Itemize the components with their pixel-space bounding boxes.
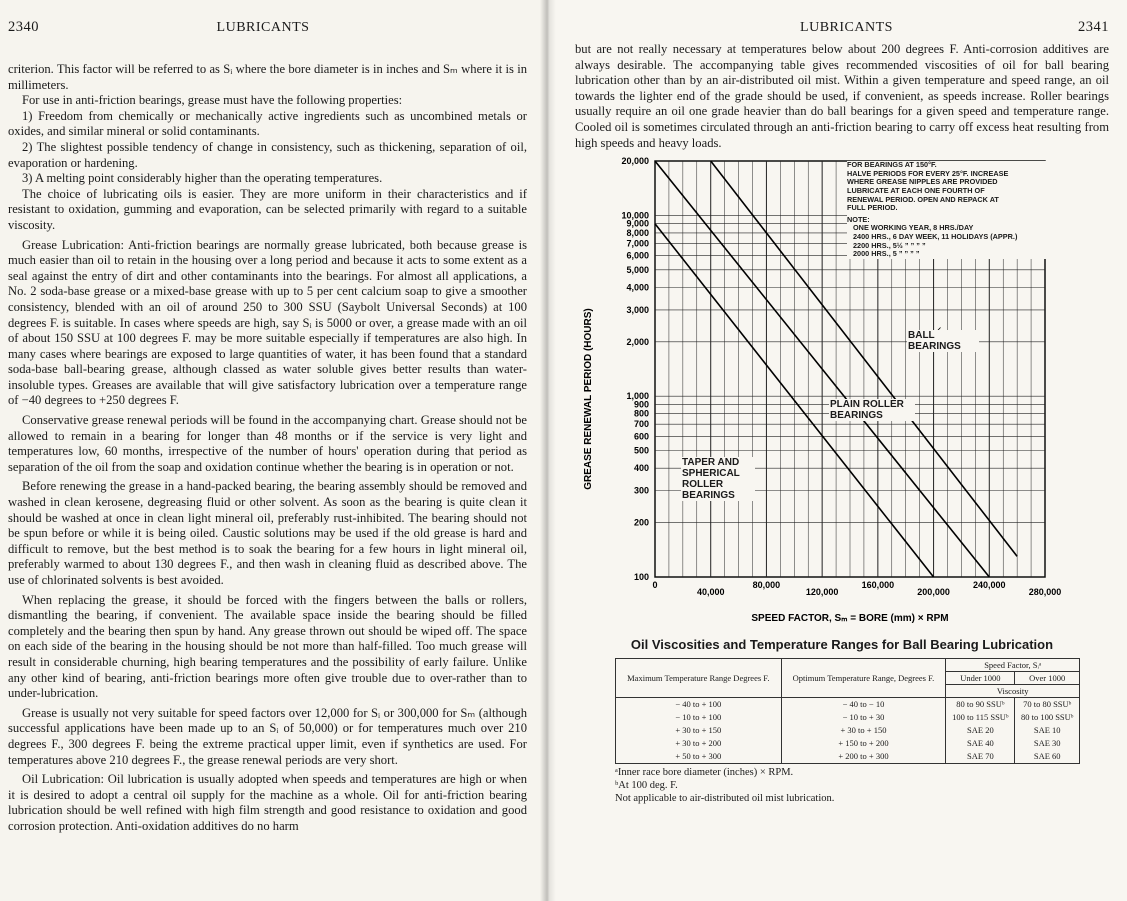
- right-body-text: [575, 42, 1109, 151]
- x-tick-label: 200,000: [917, 587, 950, 598]
- book-gutter: [540, 0, 556, 901]
- y-tick-label: 400: [633, 463, 649, 474]
- y-tick-label: 6,000: [626, 250, 649, 261]
- x-tick-label: 80,000: [752, 580, 781, 591]
- note-line: ONE WORKING YEAR, 8 HRS./DAY: [853, 223, 974, 233]
- footnote: Not applicable to air-distributed oil mist lubrication.: [615, 793, 835, 805]
- table-cell: SAE 20: [946, 724, 1015, 737]
- table-cell: + 50 to + 300: [616, 750, 782, 764]
- col-header-over: Over 1000: [1015, 672, 1080, 685]
- col-header-max-temp: Maximum Temperature Range Degrees F.: [616, 659, 782, 698]
- table-cell: 70 to 80 SSUᵇ: [1015, 698, 1080, 712]
- x-tick-label: 0: [652, 580, 658, 591]
- y-tick-label: 200: [633, 517, 649, 528]
- table-row: [616, 750, 1080, 764]
- table-cell: − 10 to + 100: [616, 711, 782, 724]
- y-tick-label: 800: [633, 408, 649, 419]
- y-tick-label: 1,000: [626, 391, 649, 402]
- paragraph: Oil Lubrication: Oil lubrication is usually adopted when speeds and temperatures are high or when it is desired to adopt a central oil supply for the machine as a whole. Oil for anti-friction bearing lubrication should be well refined with high film strength and good resistance to oxidation and good corrosion protection. Anti-oxidation additives do no harm: [8, 772, 527, 833]
- viscosity-table: [615, 658, 1080, 764]
- y-tick-label: 10,000: [621, 210, 649, 221]
- y-tick-label: 7,000: [626, 238, 649, 249]
- table-cell: + 30 to + 150: [616, 724, 782, 737]
- y-tick-label: 4,000: [626, 282, 649, 293]
- paragraph: 1) Freedom from chemically or mechanically active ingredients such as uncombined metals or oxides, and similar mineral or solid contaminants.: [8, 108, 527, 139]
- y-tick-label: 5,000: [626, 265, 649, 276]
- y-tick-label: 20,000: [621, 156, 649, 167]
- note-line: LUBRICATE AT EACH ONE FOURTH OF: [847, 185, 985, 195]
- paragraph: The choice of lubricating oils is easier. They are more uniform in their characteristics and if resistant to oxidation, gumming and evaporation, can be selected primarily with regard to a suitable viscosity.: [8, 186, 527, 232]
- table-cell: + 200 to + 300: [781, 750, 946, 764]
- y-tick-label: 100: [633, 572, 649, 583]
- table-cell: SAE 30: [1015, 737, 1080, 750]
- y-tick-label: 700: [633, 419, 649, 430]
- paragraph: When replacing the grease, it should be forced with the fingers between the balls or rollers, dismantling the bearing, if convenient. The available space inside the bearing should be filled completely and the bearing then spun by hand. Any grease thrown out should be wiped off. The space on each side of the bearing in the housing should be not more than half-filled. Too much grease will result in considerable churning, high bearing temperatures and the possibility of early failure. Unlike any other kind of bearing, anti-friction bearings more often give trouble due to over-rather than to under-lubrication.: [8, 592, 527, 701]
- note-line: RENEWAL PERIOD. OPEN AND REPACK AT: [847, 194, 999, 204]
- table-cell: SAE 40: [946, 737, 1015, 750]
- left-page: [0, 0, 547, 901]
- col-header-speed-factor: Speed Factor, Sᵢᵃ: [946, 659, 1080, 672]
- y-tick-label: 300: [633, 485, 649, 496]
- table-footnotes: [615, 766, 1109, 805]
- x-tick-label: 160,000: [861, 580, 895, 591]
- table-cell: + 30 to + 150: [781, 724, 946, 737]
- grease-renewal-chart: [575, 155, 1127, 635]
- table-cell: + 150 to + 200: [781, 737, 946, 750]
- footnote: ᵃInner race bore diameter (inches) × RPM.: [615, 767, 794, 779]
- y-tick-label: 9,000: [626, 218, 649, 229]
- footnote: ᵇAt 100 deg. F.: [615, 780, 678, 792]
- paragraph: For use in anti-friction bearings, grease must have the following properties:: [22, 93, 403, 108]
- table-cell: 100 to 115 SSUᵇ: [946, 711, 1015, 724]
- table-cell: 80 to 100 SSUᵇ: [1015, 711, 1080, 724]
- col-header-viscosity: Viscosity: [946, 685, 1080, 698]
- paragraph: Grease is usually not very suitable for speed factors over 12,000 for Sᵢ or 300,000 for Sₘ (although successful applications have been made up to an Sᵢ of 50,000) or for temperatures much over 210 degrees F., 300 degrees F. being the extreme practical upper limit, even if synthetics are used. For temperatures above 210 degrees F., the grease renewal periods are very short.: [8, 705, 527, 767]
- note-line: NOTE:: [847, 214, 870, 224]
- paragraph: criterion. This factor will be referred to as Sᵢ where the bore diameter is in inches and Sₘ where it is in millimeters.: [8, 62, 527, 92]
- table-cell: − 40 to − 10: [781, 698, 946, 712]
- page-number: 2340: [8, 19, 39, 35]
- x-axis-label: SPEED FACTOR, Sₘ = BORE (mm) × RPM: [751, 613, 949, 625]
- paragraph: but are not really necessary at temperatures below about 200 degrees F. Anti-corrosion additives are always desirable. The accompanying table gives recommended viscosities of oil for ball bearing lubrication other than by an air-distributed oil mist. Within a given temperature and speed range, an oil towards the lighter end of the grade should be used, if convenient, as speeds increase. Roller bearings usually require an oil one grade heavier than do ball bearings for a given speed and temperature range. Cooled oil is sometimes circulated through an anti-friction bearing to carry off excess heat resulting from high speeds and heavy loads.: [575, 42, 1109, 150]
- y-tick-label: 500: [633, 445, 649, 456]
- y-tick-label: 600: [633, 431, 649, 442]
- paragraph: Before renewing the grease in a hand-packed bearing, the bearing assembly should be removed and washed in clean kerosene, degreasing fluid or other solvent. As soon as the bearing is quite clean it should be washed at once in clean light mineral oil, preferably rust-inhibited. The bearing should not be spun before or while it is being oiled. Caustic solutions may be used if the old grease is hard and difficult to remove, but the best method is to soak the bearing for a few hours in light mineral oil, preferably warmed to about 130 degrees F., and then wash in cleaning fluid as described above. The use of chlorinated solvents is best avoided.: [8, 479, 527, 587]
- left-body-text: [8, 62, 527, 835]
- running-header-left: [8, 12, 527, 36]
- plain-roller-label: PLAIN ROLLER BEARINGS: [829, 399, 915, 421]
- table-cell: SAE 70: [946, 750, 1015, 764]
- paragraph: Conservative grease renewal periods will be found in the accompanying chart. Grease should not be allowed to remain in a bearing for longer than 48 months or if the service is very light and temperatures low, 60 months, irrespective of the number of hours' operation during that period as separation of the oil from the soap and oxidation continue whether the bearing is in operation or not.: [8, 413, 527, 474]
- table-cell: 80 to 90 SSUᵇ: [946, 698, 1015, 712]
- y-tick-label: 3,000: [626, 305, 649, 316]
- paragraph: 3) A melting point considerably higher than the operating temperatures.: [22, 171, 383, 186]
- y-tick-label: 8,000: [626, 228, 649, 239]
- note-line: FOR BEARINGS AT 150°F.: [847, 160, 937, 170]
- x-tick-label: 280,000: [1028, 587, 1062, 598]
- note-line: 2200 HRS., 5½ ” ” ” ”: [853, 240, 926, 250]
- x-tick-label: 40,000: [696, 587, 725, 598]
- running-title: LUBRICANTS: [800, 20, 893, 35]
- table-row: [616, 737, 1080, 750]
- table-title: Oil Viscosities and Temperature Ranges for Ball Bearing Lubrication: [630, 637, 1054, 653]
- chart-note: [847, 161, 1087, 259]
- y-tick-label: 900: [633, 399, 649, 410]
- col-header-under: Under 1000: [946, 672, 1015, 685]
- y-axis-label: GREASE RENEWAL PERIOD (HOURS): [583, 308, 594, 490]
- note-line: 2000 HRS., 5 ” ” ” ”: [853, 249, 920, 259]
- table-cell: − 40 to + 100: [616, 698, 782, 712]
- taper-spherical-label: TAPER AND SPHERICAL ROLLER BEARINGS: [681, 457, 755, 501]
- note-line: HALVE PERIODS FOR EVERY 25°F. INCREASE: [847, 168, 1009, 178]
- col-header-opt-temp: Optimum Temperature Range, Degrees F.: [781, 659, 946, 698]
- x-tick-label: 240,000: [973, 580, 1006, 591]
- table-cell: SAE 60: [1015, 750, 1080, 764]
- table-cell: − 10 to + 30: [781, 711, 946, 724]
- note-line: FULL PERIOD.: [847, 203, 898, 213]
- note-line: 2400 HRS., 6 DAY WEEK, 11 HOLIDAYS (APPR.): [853, 231, 1018, 241]
- paragraph: Grease Lubrication: Anti-friction bearings are normally grease lubricated, both because grease is much easier than oil to retain in the housing over a long period and because it acts to some extent as a seal against the entry of dirt and other contaminants into the bearings. For almost all applications, a No. 2 soda-base grease or a mixed-base grease with up to 5 per cent calcium soap to give a smoother consistency, blended with an oil of around 250 to 300 SSU (Saybolt Universal Seconds) at 100 degrees F. is suitable. In cases where speeds are high, say Sᵢ is 5000 or over, a grease made with an oil of about 150 SSU at 100 degrees F. may be more suitable especially if temperatures are also high. In many cases where bearings are exposed to large quantities of water, it has been found that a standard soda-base ball-bearing grease, although classed as water soluble gives better results than water-insoluble types. Greases are available that will give satisfactory lubrication over a temperature range of −40 degrees to +250 degrees F.: [8, 237, 527, 408]
- running-header-right: [575, 12, 1109, 36]
- right-page: [547, 0, 1127, 901]
- table-cell: + 30 to + 200: [616, 737, 782, 750]
- note-line: WHERE GREASE NIPPLES ARE PROVIDED: [847, 177, 998, 187]
- x-tick-label: 120,000: [805, 587, 839, 598]
- table-cell: SAE 10: [1015, 724, 1080, 737]
- table-row: [616, 698, 1080, 712]
- ball-bearings-label: BALL BEARINGS: [907, 330, 979, 352]
- page-number: 2341: [1078, 19, 1109, 35]
- y-tick-label: 2,000: [626, 336, 649, 347]
- table-row: [616, 724, 1080, 737]
- paragraph: 2) The slightest possible tendency of change in consistency, such as thickening, separation of oil, evaporation or hardening.: [8, 139, 527, 170]
- table-row: [616, 711, 1080, 724]
- running-title: LUBRICANTS: [216, 20, 310, 35]
